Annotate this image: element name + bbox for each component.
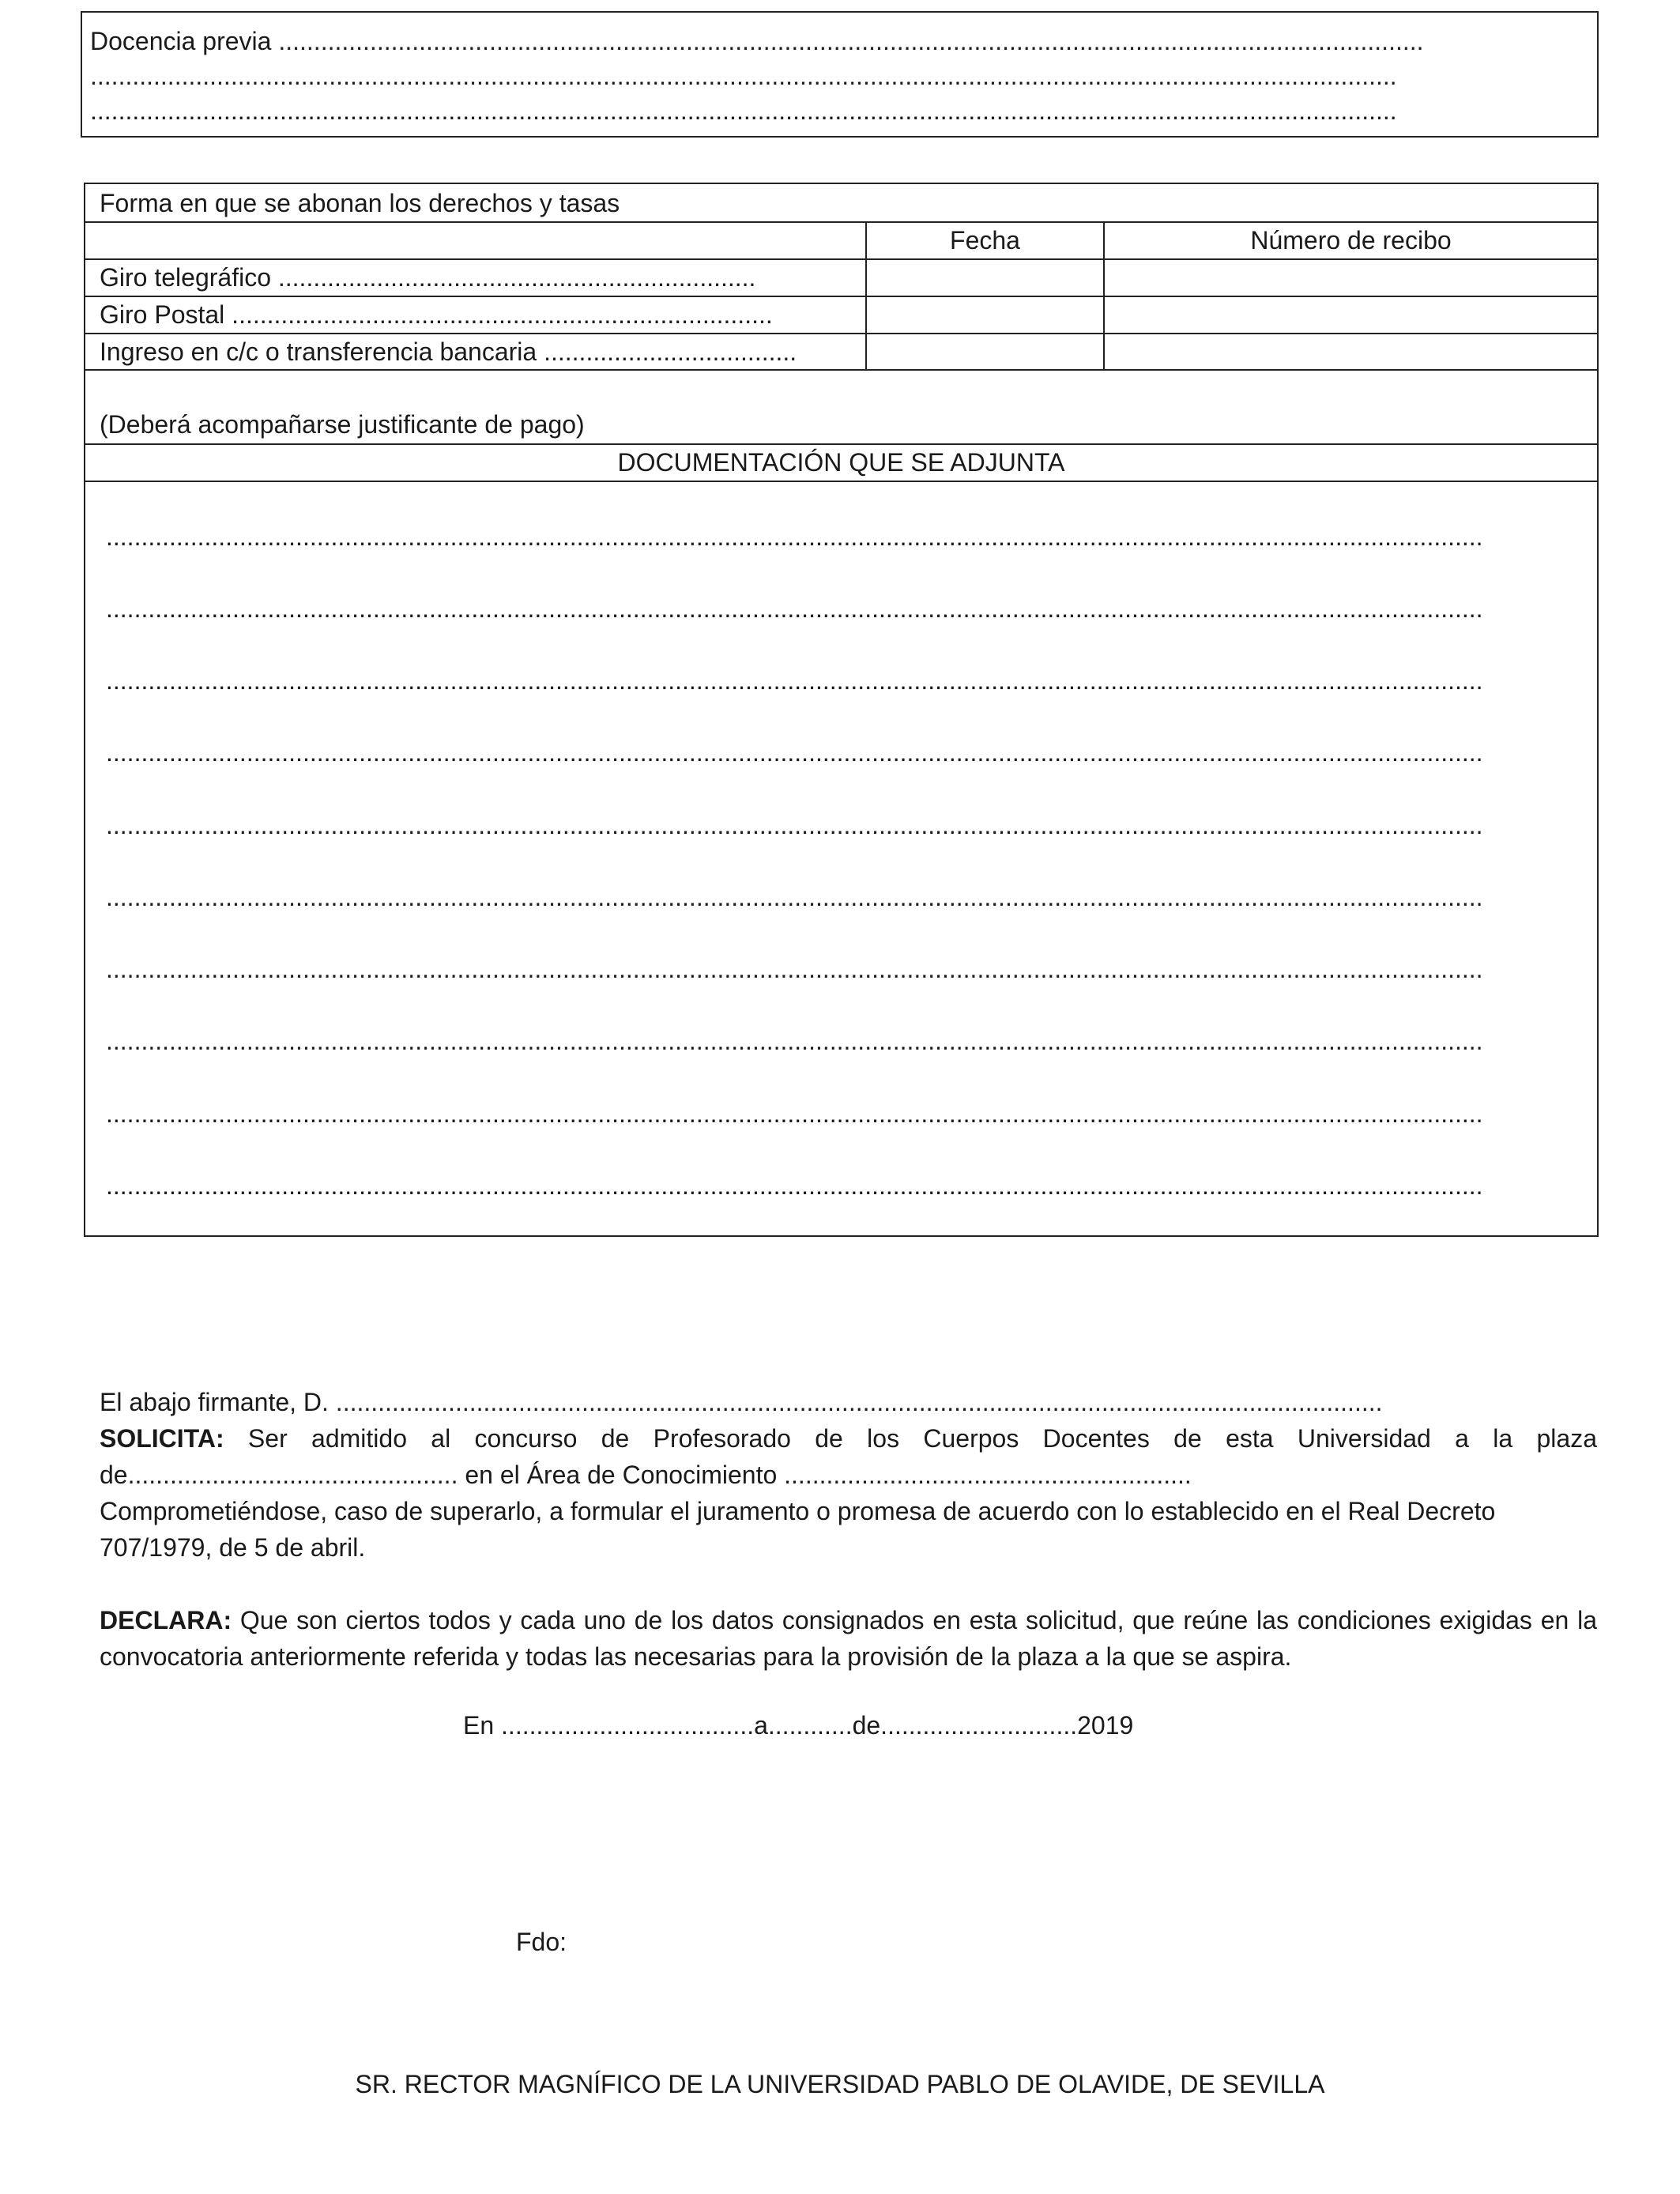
payment-row-giro-postal: Giro Postal ............................................................................. [100, 300, 773, 329]
divider [85, 481, 1597, 482]
fecha-field-ingreso-transferencia[interactable] [867, 334, 1102, 369]
payment-table [84, 183, 1599, 1237]
comprometiendose-paragraph: Comprometiéndose, caso de superarlo, a formular el juramento o promesa de acuerdo con lo establecido en el Real Decreto 707/1979, de 5 de abril. [100, 1497, 1496, 1562]
documentation-line-5[interactable]: .................................................................................................................................................................................................... [106, 811, 1483, 839]
documentation-line-7[interactable]: .................................................................................................................................................................................................... [106, 955, 1483, 983]
divider [85, 369, 1597, 371]
payment-title: Forma en que se abonan los derechos y tasas [100, 189, 620, 217]
recibo-field-giro-telegrafico[interactable] [1105, 260, 1597, 295]
documentation-line-6[interactable]: .................................................................................................................................................................................................... [106, 883, 1483, 911]
declara-text: Que son ciertos todos y cada uno de los datos consignados en esta solicitud, que reúne las condiciones exigidas en la convocatoria anteriormente referida y todas las necesarias para la provisión de la plaza a la que se aspira. [100, 1606, 1597, 1671]
declara-label: DECLARA: [100, 1606, 232, 1634]
declara-paragraph [100, 1602, 1597, 1675]
documentation-line-4[interactable]: .................................................................................................................................................................................................... [106, 738, 1483, 767]
recibo-field-giro-postal[interactable] [1105, 297, 1597, 332]
documentation-line-9[interactable]: .................................................................................................................................................................................................... [106, 1099, 1483, 1128]
place-date-line[interactable]: En ....................................a............de............................2019 [463, 1711, 1134, 1740]
solicita-label: SOLICITA: [100, 1424, 224, 1453]
documentation-heading: DOCUMENTACIÓN QUE SE ADJUNTA [617, 448, 1065, 477]
firmante-line[interactable]: El abajo firmante, D. ..................................................................................................................................................... [100, 1388, 1383, 1416]
recibo-field-ingreso-transferencia[interactable] [1105, 334, 1597, 369]
documentation-line-1[interactable]: .................................................................................................................................................................................................... [106, 522, 1483, 551]
signature-label: Fdo: [516, 1928, 567, 1956]
solicita-line [100, 1420, 1597, 1457]
documentation-line-2[interactable]: .................................................................................................................................................................................................... [106, 594, 1483, 623]
documentation-line-8[interactable]: .................................................................................................................................................................................................... [106, 1027, 1483, 1055]
solicita-text: Ser admitido al concurso de Profesorado de los Cuerpos Docentes de esta Universidad a la plaza [224, 1424, 1597, 1453]
column-header-numero-recibo: Número de recibo [1250, 226, 1452, 254]
docencia-previa-line-1[interactable]: Docencia previa ................................................................................................................................................................... [90, 27, 1424, 55]
payment-proof-note: (Deberá acompañarse justificante de pago) [100, 410, 585, 439]
column-header-fecha: Fecha [950, 226, 1020, 254]
fecha-field-giro-telegrafico[interactable] [867, 260, 1102, 295]
documentation-line-3[interactable]: .................................................................................................................................................................................................... [106, 666, 1483, 695]
docencia-previa-box [81, 11, 1599, 138]
plaza-area-line[interactable]: de............................................... en el Área de Conocimiento .......................................................... [100, 1461, 1192, 1489]
documentation-line-10[interactable]: .................................................................................................................................................................................................... [106, 1171, 1483, 1200]
fecha-field-giro-postal[interactable] [867, 297, 1102, 332]
docencia-previa-line-2[interactable]: .......................................................................................................................................................................................... [90, 62, 1397, 90]
payment-row-giro-telegrafico: Giro telegráfico .................................................................... [100, 263, 756, 292]
docencia-previa-line-3[interactable]: .......................................................................................................................................................................................... [90, 96, 1397, 125]
addressee: SR. RECTOR MAGNÍFICO DE LA UNIVERSIDAD PABLO DE OLAVIDE, DE SEVILLA [355, 2070, 1325, 2098]
payment-row-ingreso-transferencia: Ingreso en c/c o transferencia bancaria .................................... [100, 337, 797, 366]
